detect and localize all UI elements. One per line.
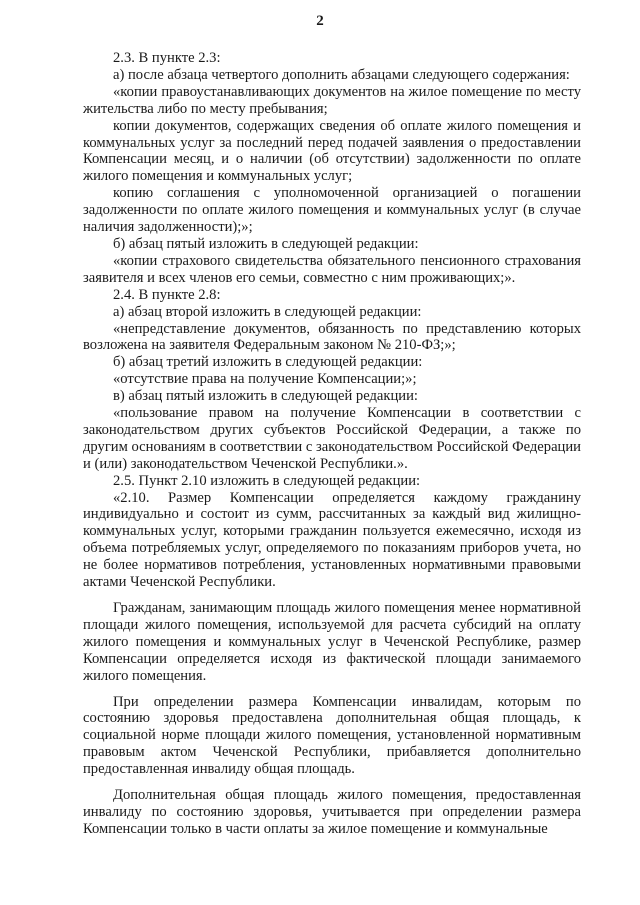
paragraph-2-10-amount: «2.10. Размер Компенсации определяется каждому гражданину индивидуально и состоит из сумм, рассчитанных за каждый вид жилищно-коммунальных услуг, которыми гражданин пользуется ежемесячно, исходя из объема потребляемых услуг, определяемого по показаниям приборов учета, но не более нормативов потребления, установленных нормативными правовыми актами Чеченской Республики. — [83, 489, 581, 591]
paragraph-2-3-heading: 2.3. В пункте 2.3: — [113, 50, 221, 66]
paragraph-no-right: «отсутствие права на получение Компенсации;»; — [113, 371, 417, 388]
paragraph-2-4-c: в) абзац пятый изложить в следующей редакции: — [113, 388, 418, 405]
document-body — [83, 50, 581, 838]
paragraph-additional-area: Дополнительная общая площадь жилого помещения, предоставленная инвалиду по состоянию здоровья, учитывается при определении размера Компенсации только в части оплаты за жилое помещение и коммунальные — [83, 787, 581, 837]
paragraph-2-4-b: б) абзац третий изложить в следующей редакции: — [113, 354, 423, 371]
paragraph-area-below-norm: Гражданам, занимающим площадь жилого помещения менее нормативной площади жилого помещения, используемой для расчета субсидий на оплату жилого помещения и коммунальных услуг в Чеченской Республике, размер Компенсации определяется исходя из фактической площади занимаемого жилого помещения. — [83, 600, 581, 684]
paragraph-2-4-heading: 2.4. В пункте 2.8: — [113, 286, 221, 303]
paragraph-insurance-certificate: «копии страхового свидетельства обязательного пенсионного страхования заявителя и всех членов его семьи, совместно с ним проживающих;». — [83, 252, 581, 286]
paragraph-2-4-a: а) абзац второй изложить в следующей редакции: — [113, 303, 422, 320]
paragraph-use-of-right: «пользование правом на получение Компенсации в соответствии с законодательством других субъектов Российской Федерации, а также по другим основаниям в соответствии с законодательством Российской Федерации и (или) законодательством Чеченской Республики.». — [83, 405, 581, 472]
paragraph-disabled-persons: При определении размера Компенсации инвалидам, которым по состоянию здоровья предоставлена дополнительная общая площадь, к социальной норме площади жилого помещения, установленной нормативным правовым актом Чеченской Республики, прибавляется дополнительно предоставленная инвалиду общая площадь. — [83, 693, 581, 778]
paragraph-debt-agreement: копию соглашения с уполномоченной организацией о погашении задолженности по оплате жилого помещения и коммунальных услуг (в случае наличия задолженности);»; — [83, 185, 581, 236]
page-number: 2 — [316, 13, 324, 29]
paragraph-copies-payment-docs: копии документов, содержащих сведения об оплате жилого помещения и коммунальных услуг за последний перед подачей заявления о предоставлении Компенсации месяц, и о наличии (об отсутствии) задолженности по оплате жилого помещения и коммунальных услуг; — [83, 117, 581, 185]
paragraph-2-3-b: б) абзац пятый изложить в следующей редакции: — [113, 235, 419, 252]
paragraph-non-submission: «непредставление документов, обязанность по представлению которых возложена на заявителя Федеральным законом № 210-ФЗ;»; — [83, 320, 581, 354]
paragraph-2-5-heading: 2.5. Пункт 2.10 изложить в следующей редакции: — [113, 472, 421, 489]
paragraph-copies-ownership-docs: «копии правоустанавливающих документов на жилое помещение по месту жительства либо по месту пребывания; — [83, 83, 581, 117]
paragraph-2-3-a: а) после абзаца четвертого дополнить абзацами следующего содержания: — [113, 66, 570, 83]
